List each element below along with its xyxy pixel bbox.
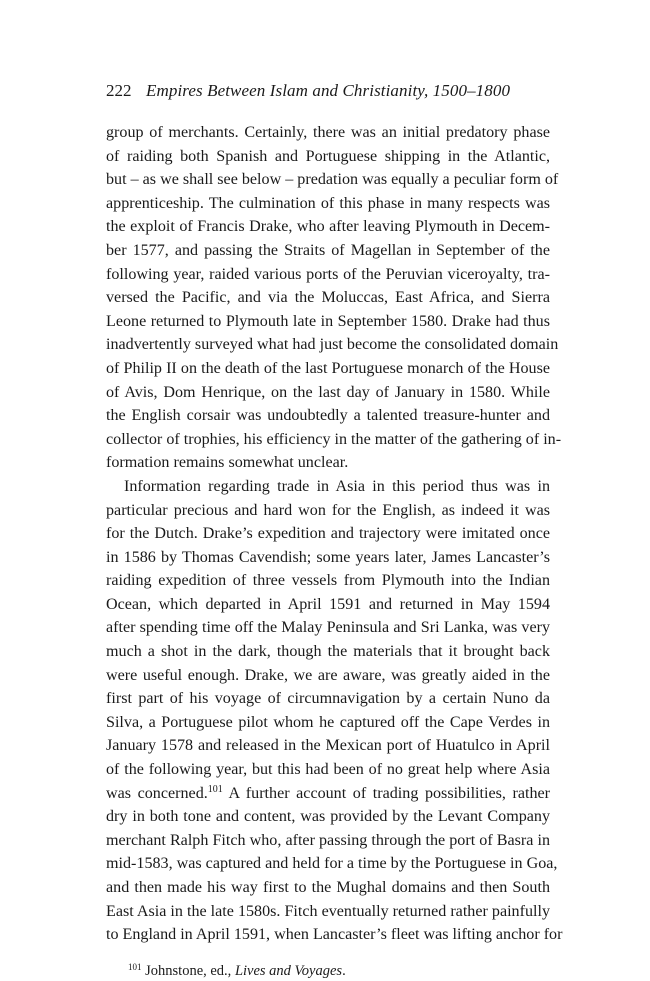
text-line: of Avis, Dom Henrique, on the last day of January in 1580. While: [106, 383, 550, 401]
text-line: were useful enough. Drake, we are aware, was greatly aided in the: [106, 666, 550, 684]
text-line: the exploit of Francis Drake, who after leaving Plymouth in Decem-: [106, 218, 550, 236]
running-head: [106, 80, 550, 102]
text-line: of the following year, but this had been of no great help where Asia: [106, 761, 550, 779]
text-line: January 1578 and released in the Mexican port of Huatulco in April: [106, 737, 550, 755]
text-segment: A further account of trading possibilities, rather: [222, 784, 550, 802]
text-line: East Asia in the late 1580s. Fitch eventually returned rather painfully: [106, 902, 550, 920]
text-line: Information regarding trade in Asia in this period thus was in: [124, 477, 550, 495]
text-line: for the Dutch. Drake’s expedition and trajectory were imitated once: [106, 525, 550, 543]
text-line: of raiding both Spanish and Portuguese shipping in the Atlantic,: [106, 147, 550, 165]
text-line: of Philip II on the death of the last Portuguese monarch of the House: [106, 359, 550, 377]
text-line: Silva, a Portuguese pilot whom he captured off the Cape Verdes in: [106, 713, 550, 731]
running-title: Empires Between Islam and Christianity, 1500–1800: [146, 81, 511, 100]
text-line: raiding expedition of three vessels from Plymouth into the Indian: [106, 572, 550, 590]
text-line: in 1586 by Thomas Cavendish; some years later, James Lancaster’s: [106, 548, 550, 566]
footnote-title: Lives and Voyages: [234, 962, 343, 979]
text-segment: was concerned.: [106, 784, 208, 802]
text-line: inadvertently surveyed what had just become the consolidated domain: [106, 336, 559, 354]
page-number: 222: [106, 81, 132, 100]
text-line: versed the Pacific, and via the Moluccas, East Africa, and Sierra: [106, 289, 550, 307]
text-line: the English corsair was undoubtedly a talented treasure-hunter and: [106, 407, 550, 425]
text-line: first part of his voyage of circumnavigation by a certain Nuno da: [106, 690, 550, 708]
text-line: mid-1583, was captured and held for a time by the Portuguese in Goa,: [106, 855, 558, 873]
body-text: [106, 121, 563, 947]
text-line: apprenticeship. The culmination of this phase in many respects was: [106, 194, 550, 212]
text-line: particular precious and hard won for the English, as indeed it was: [106, 501, 550, 519]
text-line: Ocean, which departed in April 1591 and returned in May 1594: [106, 595, 550, 613]
book-page: [106, 80, 563, 981]
text-line: after spending time off the Malay Peninsula and Sri Lanka, was very: [106, 619, 550, 637]
text-line: and then made his way first to the Mughal domains and then South: [106, 879, 550, 896]
text-line: but – as we shall see below – predation was equally a peculiar form of: [106, 171, 559, 189]
text-line: collector of trophies, his efficiency in the matter of the gathering of in-: [106, 430, 562, 448]
text-line: merchant Ralph Fitch who, after passing through the port of Basra in: [106, 831, 550, 849]
footnote-text: Johnstone, ed.,: [141, 962, 235, 979]
text-line: much a shot in the dark, though the materials that it brought back: [106, 643, 550, 661]
paragraph-1: [106, 121, 562, 475]
text-line: Leone returned to Plymouth late in September 1580. Drake had thus: [106, 312, 550, 330]
text-line: dry in both tone and content, was provided by the Levant Company: [106, 808, 550, 826]
footnote-marker: 101: [207, 783, 223, 795]
text-line: group of merchants. Certainly, there was an initial predatory phase: [106, 124, 550, 141]
paragraph-2: [106, 475, 563, 947]
text-line-with-footnote: [106, 782, 550, 806]
footnote: [106, 961, 550, 981]
text-line: ber 1577, and passing the Straits of Magellan in September of the: [106, 241, 550, 259]
footnote-end: .: [342, 962, 346, 979]
text-line: following year, raided various ports of the Peruvian viceroyalty, tra-: [106, 265, 550, 283]
text-line: to England in April 1591, when Lancaster’s fleet was lifting anchor for: [106, 926, 563, 944]
text-line: formation remains somewhat unclear.: [106, 454, 349, 472]
footnote-number: 101: [128, 961, 142, 972]
